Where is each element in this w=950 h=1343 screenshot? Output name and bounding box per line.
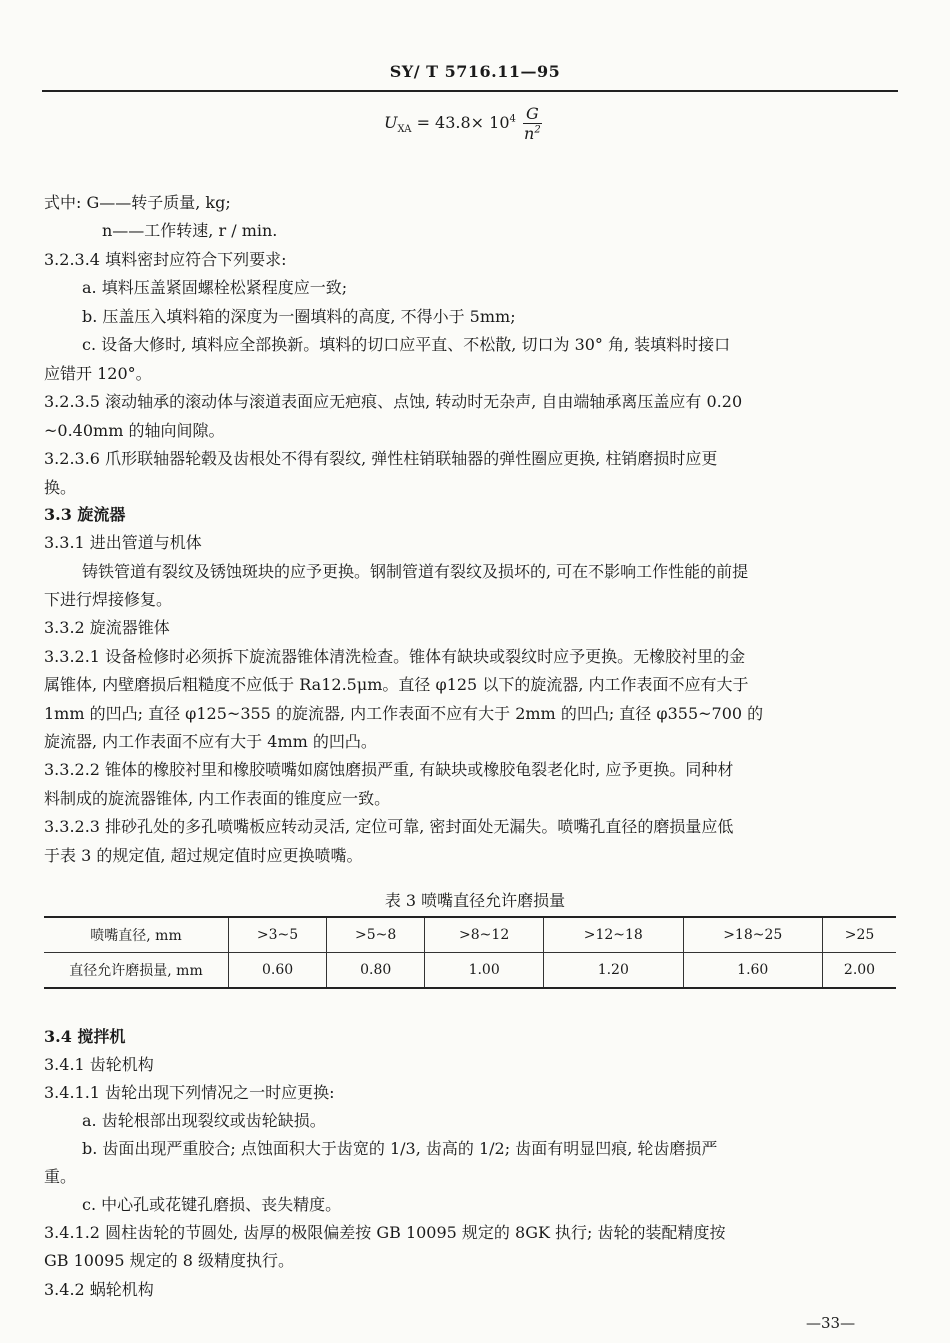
table-row [44, 917, 896, 953]
section-heading: 3.4.2 蜗轮机构 [44, 1280, 154, 1299]
text-line: 应错开 120°。 [44, 364, 152, 383]
table-cell: 1.60 [683, 953, 822, 989]
formula-den-var: n [524, 124, 535, 143]
nozzle-wear-table [44, 916, 896, 989]
table-cell: 1.20 [544, 953, 683, 989]
section-heading: 3.4 搅拌机 [44, 1027, 126, 1046]
clause-heading: 3.2.3.4 填料密封应符合下列要求: [44, 250, 287, 269]
table-cell: >12~18 [544, 917, 683, 953]
text-line: 料制成的旋流器锥体, 内工作表面的锥度应一致。 [44, 789, 391, 808]
table-cell: >8~12 [425, 917, 544, 953]
text-line: 换。 [44, 478, 77, 497]
formula [384, 104, 542, 143]
clause-heading: 3.2.3.6 爪形联轴器轮毂及齿根处不得有裂纹, 弹性柱销联轴器的弹性圈应更换, 柱销磨损时应更 [44, 449, 718, 468]
formula-exp: 4 [509, 113, 516, 125]
table-cell: >3~5 [229, 917, 327, 953]
clause-heading: 3.4.1.1 齿轮出现下列情况之一时应更换: [44, 1083, 335, 1102]
clause-heading: 3.3.2.2 锥体的橡胶衬里和橡胶喷嘴如腐蚀磨损严重, 有缺块或橡胶龟裂老化时, 应予更换。同种材 [44, 760, 734, 779]
text-line: b. 压盖压入填料箱的深度为一圈填料的高度, 不得小于 5mm; [82, 307, 516, 326]
formula-den-exp: 2 [534, 124, 541, 136]
text-line: ~0.40mm 的轴向间隙。 [44, 421, 225, 440]
text-line: 式中: G——转子质量, kg; [44, 193, 231, 212]
text-line: 于表 3 的规定值, 超过规定值时应更换喷嘴。 [44, 846, 363, 865]
table-cell: >18~25 [683, 917, 822, 953]
section-heading: 3.3.2 旋流器锥体 [44, 618, 170, 637]
section-heading: 3.3 旋流器 [44, 505, 126, 524]
table-row-label: 直径允许磨损量, mm [44, 953, 229, 989]
text-line: 重。 [44, 1167, 77, 1186]
section-heading: 3.4.1 齿轮机构 [44, 1055, 154, 1074]
section-heading: 3.3.1 进出管道与机体 [44, 533, 202, 552]
table-row [44, 953, 896, 989]
text-line: b. 齿面出现严重胶合; 点蚀面积大于齿宽的 1/3, 齿高的 1/2; 齿面有明显凹痕, 轮齿磨损严 [82, 1139, 718, 1158]
formula-middle: = 43.8× 10 [416, 113, 510, 132]
clause-heading: 3.3.2.3 排砂孔处的多孔喷嘴板应转动灵活, 定位可靠, 密封面处无漏失。喷嘴孔直径的磨损量应低 [44, 817, 734, 836]
table-cell: >25 [822, 917, 896, 953]
doc-header: SY/ T 5716.11—95 [389, 62, 561, 81]
text-line: a. 齿轮根部出现裂纹或齿轮缺损。 [82, 1111, 326, 1130]
page-number: —33— [806, 1314, 856, 1332]
table-row-label: 喷嘴直径, mm [44, 917, 229, 953]
text-line: 下进行焊接修复。 [44, 590, 173, 609]
text-line: GB 10095 规定的 8 级精度执行。 [44, 1251, 294, 1270]
table-cell: 1.00 [425, 953, 544, 989]
text-line: 旋流器, 内工作表面不应有大于 4mm 的凹凸。 [44, 732, 377, 751]
formula-denominator [523, 124, 542, 143]
text-line: c. 中心孔或花键孔磨损、丧失精度。 [82, 1195, 342, 1214]
text-line: 铸铁管道有裂纹及锈蚀斑块的应予更换。钢制管道有裂纹及损坏的, 可在不影响工作性能的前提 [82, 562, 749, 581]
table-cell: 0.80 [327, 953, 425, 989]
text-line: 1mm 的凹凸; 直径 φ125~355 的旋流器, 内工作表面不应有大于 2mm 的凹凸; 直径 φ355~700 的 [44, 704, 764, 723]
formula-lhs-sub: XA [397, 124, 412, 136]
table-cell: >5~8 [327, 917, 425, 953]
text-line: 属锥体, 内壁磨损后粗糙度不应低于 Ra12.5μm。直径 φ125 以下的旋流器, 内工作表面不应有大于 [44, 675, 749, 694]
text-line: n——工作转速, r / min. [102, 221, 278, 240]
clause-heading: 3.2.3.5 滚动轴承的滚动体与滚道表面应无疤痕、点蚀, 转动时无杂声, 自由端轴承离压盖应有 0.20 [44, 392, 743, 411]
clause-heading: 3.3.2.1 设备检修时必须拆下旋流器锥体清洗检查。锥体有缺块或裂纹时应予更换。无橡胶衬里的金 [44, 647, 746, 666]
formula-lhs: U [384, 113, 398, 132]
formula-fraction [523, 104, 542, 143]
table-caption: 表 3 喷嘴直径允许磨损量 [384, 891, 566, 910]
table-cell: 2.00 [822, 953, 896, 989]
header-rule [42, 90, 898, 92]
clause-heading: 3.4.1.2 圆柱齿轮的节圆处, 齿厚的极限偏差按 GB 10095 规定的 8GK 执行; 齿轮的装配精度按 [44, 1223, 726, 1242]
table-cell: 0.60 [229, 953, 327, 989]
text-line: c. 设备大修时, 填料应全部换新。填料的切口应平直、不松散, 切口为 30° 角, 装填料时接口 [82, 335, 731, 354]
text-line: a. 填料压盖紧固螺栓松紧程度应一致; [82, 278, 348, 297]
formula-numerator: G [523, 104, 542, 124]
